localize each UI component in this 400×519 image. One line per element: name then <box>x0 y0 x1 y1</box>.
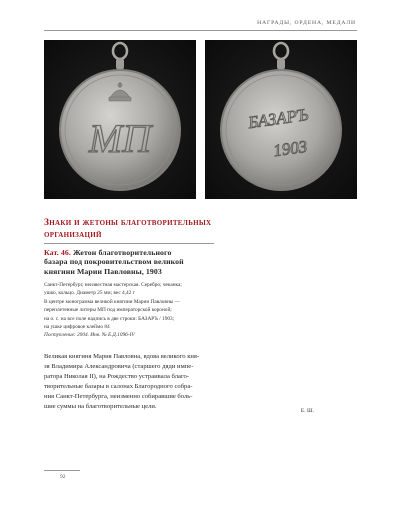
token-obverse-photo <box>44 40 196 199</box>
token-reverse-photo <box>205 40 357 199</box>
catalog-heading <box>44 248 234 276</box>
loop-icon <box>116 58 124 70</box>
section-rule <box>44 243 214 244</box>
body-line: зя Владимира Александровича (старшего дяди импе- <box>44 362 194 370</box>
body-line: творительные базары в салонах Благородного собра- <box>44 382 193 390</box>
meta-line: В центре монограмма великой княгини Марии Павловны — <box>44 298 180 305</box>
page-number: 92 <box>60 474 66 480</box>
meta-line: переплетенные литеры МП под императорской короной; <box>44 307 172 314</box>
footer-rule <box>44 470 80 471</box>
token-reverse-image <box>205 40 357 199</box>
catalog-title-line <box>44 248 234 257</box>
catalog-title-line: княгини Марии Павловны, 1903 <box>44 266 162 276</box>
monogram-mp: МП <box>88 116 152 161</box>
body-line: шие суммы на благотворительные цели. <box>44 402 157 410</box>
token-obverse-image <box>44 40 196 199</box>
inscription-year: 1903 <box>272 136 309 161</box>
section-title <box>44 218 244 241</box>
running-head: НАГРАДЫ, ОРДЕНА, МЕДАЛИ <box>257 20 356 26</box>
catalog-description <box>44 281 244 340</box>
section-title-line: организаций <box>44 229 102 240</box>
body-line: ния Санкт-Петербурга, неизменно собиравшие боль- <box>44 392 193 400</box>
catalog-title-text: Жетон благотворительного <box>73 248 172 257</box>
catalog-title-line: базара под покровительством великой <box>44 257 184 267</box>
body-paragraph <box>44 352 314 411</box>
meta-line: ушко, кольцо. Диаметр 25 мм; вес 4,42 г <box>44 290 135 297</box>
loop-icon <box>277 58 285 70</box>
ring-icon <box>274 43 288 59</box>
medal-disc <box>221 70 341 190</box>
header-rule <box>44 30 357 31</box>
inscription-bazar: БАЗАРЪ <box>247 104 310 133</box>
body-line: Великая княгиня Мария Павловна, вдова великого кня- <box>44 353 200 360</box>
section-title-line: Знаки и жетоны благотворительных <box>44 218 212 228</box>
body-line: ратора Николая II), на Рождество устраивала благо- <box>44 372 189 380</box>
meta-line: на о. с. на все поле надпись в две строки: БАЗАРЪ / 1903; <box>44 315 175 322</box>
ring-icon <box>113 43 127 59</box>
acquisition-line: Поступление: 2004. Инв. № Е.Д.1096-IV <box>44 332 135 339</box>
author-initials: Е. Ш. <box>300 408 314 414</box>
meta-line: Санкт-Петербург, неизвестная мастерская. Серебро; чеканка; <box>44 282 182 288</box>
meta-line: на ушке цифровое клеймо 84 <box>44 324 110 331</box>
catalog-number: Кат. 46. <box>44 248 71 257</box>
